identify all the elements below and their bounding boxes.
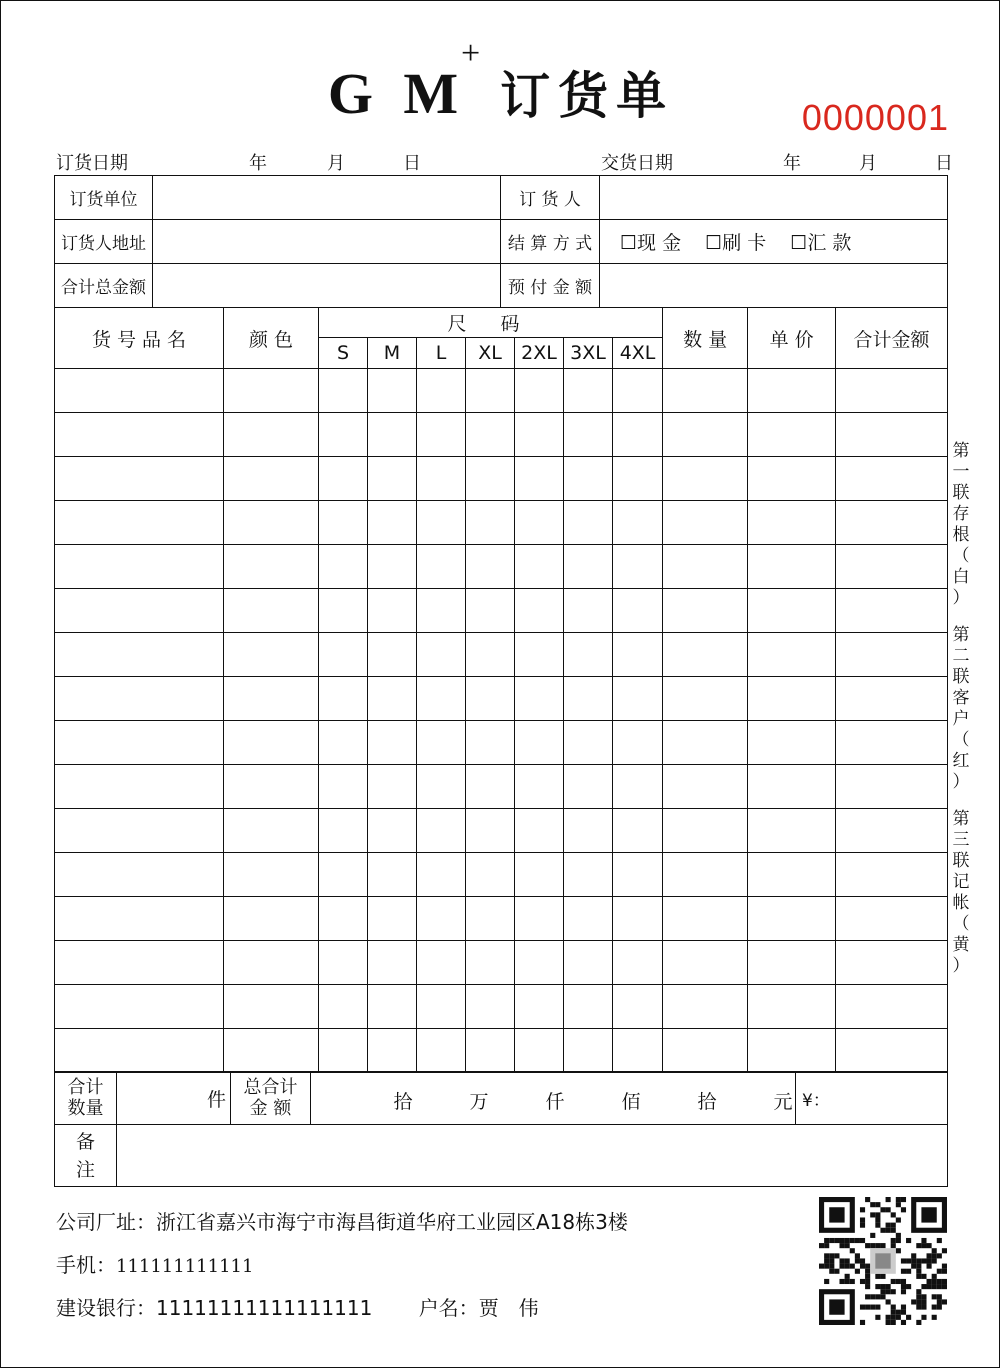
order-unit-label: 订货单位: [55, 176, 153, 220]
table-cell[interactable]: [55, 633, 224, 677]
delivery-month-label: 月: [859, 153, 877, 174]
table-cell[interactable]: [663, 545, 748, 589]
bank-account: 11111111111111111: [156, 1296, 373, 1320]
table-cell[interactable]: [663, 633, 748, 677]
table-row: [55, 369, 948, 413]
order-date-label: 订货日期: [56, 153, 128, 174]
table-cell[interactable]: [564, 457, 613, 501]
table-cell[interactable]: [417, 765, 466, 809]
table-cell[interactable]: [836, 677, 948, 721]
table-cell[interactable]: [515, 457, 564, 501]
delivery-year-label: 年: [783, 153, 801, 174]
table-cell[interactable]: [224, 633, 319, 677]
size-l-header: L: [417, 338, 466, 369]
table-cell[interactable]: [368, 633, 417, 677]
table-cell[interactable]: [319, 545, 368, 589]
size-4xl-header: 4XL: [613, 338, 663, 369]
table-cell[interactable]: [515, 633, 564, 677]
table-cell[interactable]: [836, 985, 948, 1029]
form-title: G M + 订货单: [327, 35, 675, 126]
table-cell[interactable]: [613, 985, 663, 1029]
table-cell[interactable]: [564, 721, 613, 765]
table-row: [55, 1029, 948, 1073]
table-cell[interactable]: [417, 809, 466, 853]
table-cell[interactable]: [55, 545, 224, 589]
table-cell[interactable]: [663, 941, 748, 985]
table-cell[interactable]: [368, 589, 417, 633]
table-cell[interactable]: [564, 1029, 613, 1073]
table-cell[interactable]: [466, 501, 515, 545]
table-cell[interactable]: [466, 809, 515, 853]
table-cell[interactable]: [224, 941, 319, 985]
table-cell[interactable]: [319, 985, 368, 1029]
table-cell[interactable]: [663, 369, 748, 413]
table-row: [55, 677, 948, 721]
table-row: [55, 721, 948, 765]
company-address: 公司厂址：浙江省嘉兴市海宁市海昌街道华府工业园区A18栋3楼: [56, 1210, 628, 1234]
table-cell[interactable]: [466, 413, 515, 457]
table-cell[interactable]: [515, 853, 564, 897]
table-cell[interactable]: [55, 941, 224, 985]
table-cell[interactable]: [319, 853, 368, 897]
table-cell[interactable]: [515, 413, 564, 457]
table-cell[interactable]: [417, 457, 466, 501]
size-2xl-header: 2XL: [515, 338, 564, 369]
brand-logo: G M +: [327, 35, 489, 126]
table-cell[interactable]: [224, 545, 319, 589]
table-cell[interactable]: [55, 985, 224, 1029]
table-cell[interactable]: [224, 985, 319, 1029]
transfer-option[interactable]: ☐汇 款: [790, 232, 852, 254]
table-cell[interactable]: [55, 809, 224, 853]
table-cell[interactable]: [466, 985, 515, 1029]
table-cell[interactable]: [55, 853, 224, 897]
table-cell[interactable]: [613, 545, 663, 589]
table-cell[interactable]: [836, 853, 948, 897]
table-cell[interactable]: [224, 897, 319, 941]
table-row: [55, 633, 948, 677]
table-cell[interactable]: [319, 765, 368, 809]
table-cell[interactable]: [836, 369, 948, 413]
table-cell[interactable]: [748, 985, 836, 1029]
table-row: [55, 809, 948, 853]
table-cell[interactable]: [224, 589, 319, 633]
table-cell[interactable]: [55, 765, 224, 809]
table-cell[interactable]: [836, 413, 948, 457]
table-row: [55, 545, 948, 589]
table-cell[interactable]: [564, 677, 613, 721]
table-cell[interactable]: [368, 545, 417, 589]
subtotal-header: 合计金额: [836, 308, 948, 369]
payment-options: [600, 220, 948, 264]
size-s-header: S: [319, 338, 368, 369]
table-cell[interactable]: [515, 721, 564, 765]
table-cell[interactable]: [748, 369, 836, 413]
delivery-date-label: 交货日期: [601, 153, 673, 174]
table-cell[interactable]: [613, 1029, 663, 1073]
table-cell[interactable]: [748, 545, 836, 589]
yen-label: ¥：: [802, 1090, 830, 1111]
table-cell[interactable]: [368, 809, 417, 853]
table-cell[interactable]: [748, 897, 836, 941]
address-label: 订货人地址: [55, 220, 153, 264]
table-cell[interactable]: [613, 765, 663, 809]
table-cell[interactable]: [663, 413, 748, 457]
delivery-day-label: 日: [935, 153, 953, 174]
table-cell[interactable]: [466, 897, 515, 941]
table-cell[interactable]: [663, 985, 748, 1029]
bank-label: 建设银行：: [56, 1296, 156, 1320]
table-cell[interactable]: [417, 589, 466, 633]
table-cell[interactable]: [319, 809, 368, 853]
table-cell[interactable]: [515, 677, 564, 721]
size-m-header: M: [368, 338, 417, 369]
table-cell[interactable]: [319, 897, 368, 941]
copy-labels: [949, 441, 973, 993]
checkbox-icon: ☐: [790, 232, 808, 254]
table-cell[interactable]: [466, 633, 515, 677]
table-cell[interactable]: [613, 413, 663, 457]
table-cell[interactable]: [55, 501, 224, 545]
table-cell[interactable]: [368, 897, 417, 941]
table-row: [55, 985, 948, 1029]
table-cell[interactable]: [55, 369, 224, 413]
table-cell[interactable]: [368, 457, 417, 501]
quantity-header: 数 量: [663, 308, 748, 369]
table-cell[interactable]: [368, 677, 417, 721]
table-cell[interactable]: [368, 413, 417, 457]
table-cell[interactable]: [417, 1029, 466, 1073]
pieces-field[interactable]: [117, 1072, 231, 1125]
table-cell[interactable]: [466, 941, 515, 985]
table-cell[interactable]: [564, 985, 613, 1029]
table-cell[interactable]: [224, 1029, 319, 1073]
table-cell[interactable]: [613, 941, 663, 985]
table-row: [55, 589, 948, 633]
copy-label-text: [949, 441, 973, 977]
table-cell[interactable]: [55, 413, 224, 457]
table-row: [55, 853, 948, 897]
total-qty-label: 合计数量: [55, 1072, 117, 1125]
table-cell[interactable]: [368, 1029, 417, 1073]
phone-label: 手机：: [56, 1253, 116, 1277]
checkbox-icon: ☐: [705, 232, 723, 254]
table-cell[interactable]: [748, 1029, 836, 1073]
table-cell[interactable]: [515, 501, 564, 545]
table-cell[interactable]: [613, 369, 663, 413]
table-cell[interactable]: [836, 941, 948, 985]
card-option[interactable]: ☐刷 卡: [705, 232, 767, 254]
table-row: [55, 501, 948, 545]
table-cell[interactable]: [564, 501, 613, 545]
table-cell[interactable]: [748, 633, 836, 677]
table-cell[interactable]: [319, 1029, 368, 1073]
account-name: 贾 伟: [478, 1296, 539, 1320]
table-cell[interactable]: [564, 853, 613, 897]
table-cell[interactable]: [466, 457, 515, 501]
table-cell[interactable]: [836, 457, 948, 501]
table-cell[interactable]: [368, 721, 417, 765]
table-cell[interactable]: [564, 413, 613, 457]
item-name-header: 货 号 品 名: [55, 308, 224, 369]
table-cell[interactable]: [319, 721, 368, 765]
size-xl-header: XL: [466, 338, 515, 369]
table-cell[interactable]: [564, 809, 613, 853]
table-cell[interactable]: [466, 369, 515, 413]
table-cell[interactable]: [224, 853, 319, 897]
table-cell[interactable]: [748, 941, 836, 985]
table-cell[interactable]: [319, 369, 368, 413]
table-cell[interactable]: [224, 369, 319, 413]
table-cell[interactable]: [55, 589, 224, 633]
checkbox-icon: ☐: [620, 232, 638, 254]
table-cell[interactable]: [417, 985, 466, 1029]
table-cell[interactable]: [613, 633, 663, 677]
table-cell[interactable]: [417, 501, 466, 545]
table-cell[interactable]: [319, 413, 368, 457]
total-amount-label: 合计总金额: [55, 264, 153, 308]
table-cell[interactable]: [613, 809, 663, 853]
table-cell[interactable]: [417, 413, 466, 457]
grand-total-label: 总合计金 额: [231, 1072, 311, 1125]
table-cell[interactable]: [319, 941, 368, 985]
table-cell[interactable]: [55, 1029, 224, 1073]
table-cell[interactable]: [663, 765, 748, 809]
table-cell[interactable]: [55, 897, 224, 941]
table-cell[interactable]: [748, 721, 836, 765]
table-cell[interactable]: [319, 501, 368, 545]
table-cell[interactable]: [748, 809, 836, 853]
settlement-label: 结 算 方 式: [501, 220, 600, 264]
copy-label-1: 第 一 联 存 根 （ 白 ）: [952, 441, 970, 608]
color-header: 颜 色: [224, 308, 319, 369]
table-cell[interactable]: [663, 721, 748, 765]
table-cell[interactable]: [613, 721, 663, 765]
table-cell[interactable]: [564, 765, 613, 809]
table-cell[interactable]: [368, 941, 417, 985]
table-cell[interactable]: [564, 633, 613, 677]
order-year-label: 年: [249, 153, 267, 174]
cash-option[interactable]: ☐现 金: [620, 232, 682, 254]
size-3xl-header: 3XL: [564, 338, 613, 369]
table-cell[interactable]: [836, 501, 948, 545]
table-cell[interactable]: [564, 369, 613, 413]
table-cell[interactable]: [613, 501, 663, 545]
table-cell[interactable]: [613, 897, 663, 941]
remarks-field[interactable]: [117, 1125, 948, 1187]
table-cell[interactable]: [663, 897, 748, 941]
table-cell[interactable]: [319, 457, 368, 501]
order-month-label: 月: [327, 153, 345, 174]
table-cell[interactable]: [368, 369, 417, 413]
table-cell[interactable]: [224, 413, 319, 457]
phone-number: 111111111111: [116, 1256, 254, 1277]
table-cell[interactable]: [748, 457, 836, 501]
table-cell[interactable]: [663, 677, 748, 721]
summary-table: [54, 1071, 948, 1187]
table-cell[interactable]: [368, 501, 417, 545]
table-cell[interactable]: [564, 545, 613, 589]
orderer-field[interactable]: [600, 176, 948, 220]
size-header: 尺 码: [319, 308, 663, 338]
table-cell[interactable]: [224, 457, 319, 501]
account-name-label: 户名：: [418, 1296, 479, 1320]
table-cell[interactable]: [417, 941, 466, 985]
table-cell[interactable]: [319, 633, 368, 677]
table-cell[interactable]: [515, 765, 564, 809]
table-cell[interactable]: [748, 765, 836, 809]
table-cell[interactable]: [319, 677, 368, 721]
table-cell[interactable]: [663, 501, 748, 545]
table-cell[interactable]: [613, 589, 663, 633]
order-unit-field[interactable]: [153, 176, 501, 220]
qr-code-icon: [819, 1197, 947, 1325]
table-cell[interactable]: [319, 589, 368, 633]
table-cell[interactable]: [466, 545, 515, 589]
table-cell[interactable]: [368, 853, 417, 897]
table-cell[interactable]: [613, 457, 663, 501]
total-amount-field[interactable]: [153, 264, 501, 308]
table-cell[interactable]: [613, 677, 663, 721]
bank-line: [56, 1292, 539, 1321]
table-cell[interactable]: [515, 545, 564, 589]
table-cell[interactable]: [224, 721, 319, 765]
table-cell[interactable]: [663, 589, 748, 633]
table-cell[interactable]: [836, 1029, 948, 1073]
table-cell[interactable]: [224, 677, 319, 721]
items-table: [54, 307, 948, 1073]
table-cell[interactable]: [836, 721, 948, 765]
table-cell[interactable]: [55, 721, 224, 765]
table-cell[interactable]: [836, 809, 948, 853]
table-cell[interactable]: [564, 589, 613, 633]
table-cell[interactable]: [515, 985, 564, 1029]
table-cell[interactable]: [748, 589, 836, 633]
copy-label-2: 第 二 联 客 户 （ 红 ）: [952, 625, 970, 792]
table-cell[interactable]: [748, 501, 836, 545]
table-cell[interactable]: [748, 413, 836, 457]
table-cell[interactable]: [368, 985, 417, 1029]
table-cell[interactable]: [836, 545, 948, 589]
yen-amount-field[interactable]: [796, 1072, 948, 1125]
table-cell[interactable]: [417, 633, 466, 677]
table-cell[interactable]: [748, 853, 836, 897]
table-row: [55, 941, 948, 985]
table-cell[interactable]: [368, 765, 417, 809]
table-cell[interactable]: [836, 589, 948, 633]
table-cell[interactable]: [515, 589, 564, 633]
info-table: [54, 175, 948, 308]
table-cell[interactable]: [466, 1029, 515, 1073]
unit-price-header: 单 价: [748, 308, 836, 369]
table-cell[interactable]: [515, 941, 564, 985]
table-cell[interactable]: [466, 677, 515, 721]
serial-number: 0000001: [801, 97, 949, 138]
table-cell[interactable]: [55, 677, 224, 721]
orderer-label: 订 货 人: [501, 176, 600, 220]
table-row: [55, 413, 948, 457]
table-cell[interactable]: [515, 369, 564, 413]
table-cell[interactable]: [417, 369, 466, 413]
table-cell[interactable]: [515, 1029, 564, 1073]
table-cell[interactable]: [417, 677, 466, 721]
amount-in-words-field[interactable]: 拾 万 仟 佰 拾 元: [311, 1072, 796, 1125]
table-cell[interactable]: [466, 721, 515, 765]
address-field[interactable]: [153, 220, 501, 264]
table-cell[interactable]: [466, 853, 515, 897]
phone-line: [56, 1249, 253, 1278]
table-cell[interactable]: [748, 677, 836, 721]
table-cell[interactable]: [613, 853, 663, 897]
prepaid-label: 预 付 金 额: [501, 264, 600, 308]
table-cell[interactable]: [663, 1029, 748, 1073]
table-cell[interactable]: [417, 721, 466, 765]
table-cell[interactable]: [55, 457, 224, 501]
table-cell[interactable]: [224, 501, 319, 545]
table-cell[interactable]: [663, 809, 748, 853]
table-cell[interactable]: [466, 589, 515, 633]
table-cell[interactable]: [564, 897, 613, 941]
table-cell[interactable]: [836, 765, 948, 809]
remarks-label: 备 注: [55, 1125, 117, 1187]
order-day-label: 日: [403, 153, 421, 174]
table-cell[interactable]: [564, 941, 613, 985]
table-cell[interactable]: [417, 853, 466, 897]
table-cell[interactable]: [663, 853, 748, 897]
copy-label-3: 第 三 联 记 帐 （ 黄 ）: [952, 809, 970, 976]
table-cell[interactable]: [224, 809, 319, 853]
table-cell[interactable]: [836, 633, 948, 677]
table-cell[interactable]: [663, 457, 748, 501]
table-row: [55, 457, 948, 501]
table-cell[interactable]: [417, 897, 466, 941]
table-cell[interactable]: [515, 897, 564, 941]
table-row: [55, 765, 948, 809]
prepaid-field[interactable]: [600, 264, 948, 308]
table-cell[interactable]: [466, 765, 515, 809]
table-row: [55, 897, 948, 941]
table-cell[interactable]: [515, 809, 564, 853]
table-cell[interactable]: [836, 897, 948, 941]
pieces-label: 件: [206, 1088, 226, 1111]
table-cell[interactable]: [417, 545, 466, 589]
table-cell[interactable]: [224, 765, 319, 809]
